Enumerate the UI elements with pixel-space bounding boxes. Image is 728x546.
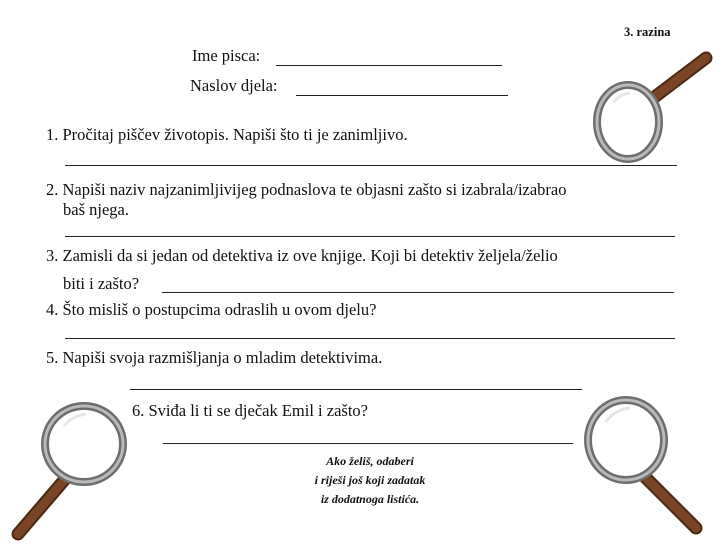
bonus-note-line-2: i riješi još koji zadatak <box>314 473 426 487</box>
task-1: 1. Pročitaj piščev životopis. Napiši što ti je zanimljivo. <box>46 125 408 144</box>
task-5-answer-line[interactable] <box>130 389 582 390</box>
magnifying-glass-icon <box>578 378 724 538</box>
task-2-answer-line[interactable] <box>65 236 675 237</box>
bonus-note-line-3: iz dodatnoga listića. <box>320 492 420 506</box>
author-answer-line[interactable] <box>276 65 502 66</box>
task-3: 3. Zamisli da si jedan od detektiva iz ove knjige. Koji bi detektiv željela/želio <box>46 246 558 265</box>
task-6: 6. Sviđa li ti se dječak Emil i zašto? <box>132 401 368 420</box>
level-label: 3. razina <box>624 25 671 39</box>
magnifying-glass-icon <box>0 392 135 542</box>
task-4: 4. Što misliš o postupcima odraslih u ovom djelu? <box>46 300 377 319</box>
task-4-answer-line[interactable] <box>65 338 675 339</box>
author-label: Ime pisca: <box>192 46 261 65</box>
title-answer-line[interactable] <box>296 95 508 96</box>
task-2-continuation: baš njega. <box>63 200 129 219</box>
title-label: Naslov djela: <box>190 76 278 95</box>
task-5: 5. Napiši svoja razmišljanja o mladim detektivima. <box>46 348 383 367</box>
magnifying-glass-icon <box>580 50 720 175</box>
task-6-answer-line[interactable] <box>163 443 573 444</box>
bonus-note-line-1: Ako želiš, odaberi <box>326 454 414 468</box>
task-2: 2. Napiši naziv najzanimljivijeg podnaslova te objasni zašto si izabrala/izabrao <box>46 180 567 199</box>
task-3-continuation: biti i zašto? <box>63 274 140 293</box>
task-3-answer-line[interactable] <box>162 292 674 293</box>
